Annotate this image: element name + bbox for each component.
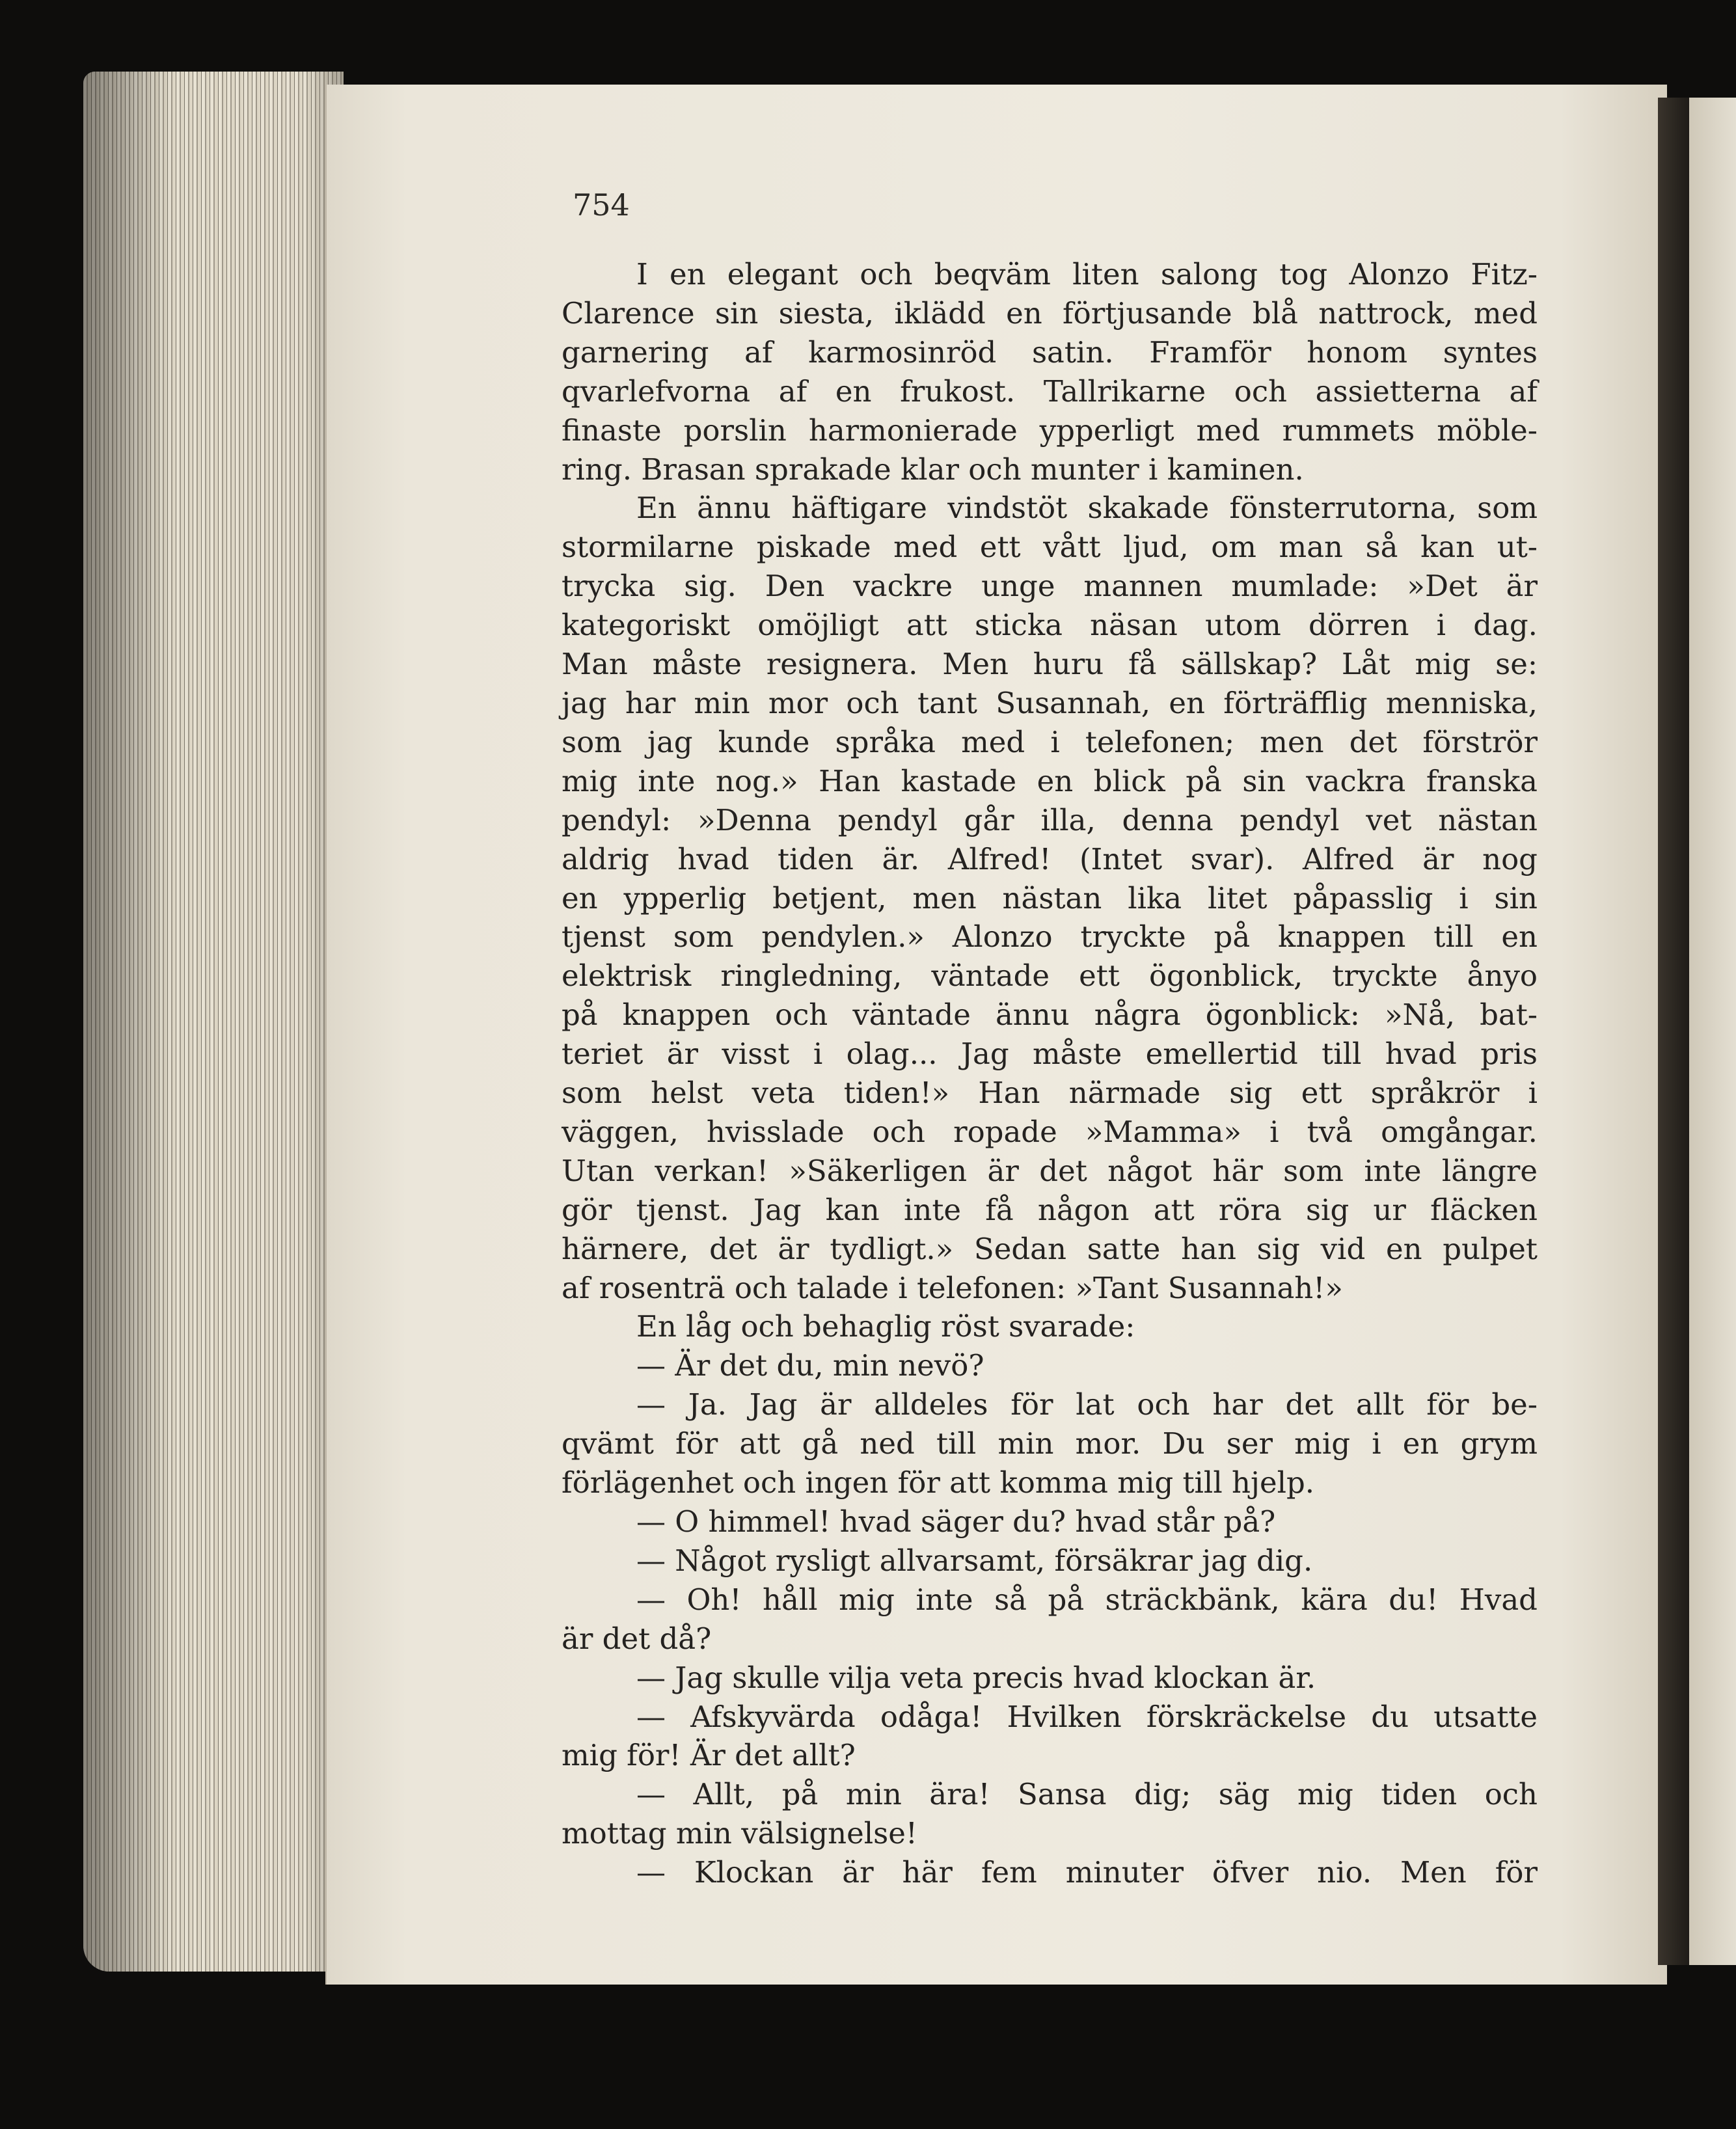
text-line: ring. Brasan sprakade klar och munter i kaminen. <box>562 452 1304 487</box>
text-line: är det då? <box>562 1621 712 1656</box>
text-line: jag har min mor och tant Susannah, en förträfflig menniska, <box>562 685 1538 720</box>
text-line: på knappen och väntade ännu några ögonblick: »Nå, bat- <box>562 997 1538 1033</box>
text-line: stormilarne piskade med ett vått ljud, om man så kan ut- <box>562 530 1538 565</box>
text-line: mig inte nog.» Han kastade en blick på sin vackra franska <box>562 763 1538 798</box>
text-line: väggen, hvisslade och ropade »Mamma» i två omgångar. <box>562 1114 1538 1149</box>
text-line: qvämt för att gå ned till min mor. Du ser mig i en grym <box>562 1426 1538 1461</box>
text-line: Man måste resignera. Men huru få sällskap? Låt mig se: <box>562 647 1538 682</box>
text-line: En ännu häftigare vindstöt skakade fönsterrutorna, som <box>636 491 1538 526</box>
text-line: I en elegant och beqväm liten salong tog Alonzo Fitz- <box>636 257 1538 292</box>
text-line: af rosenträ och talade i telefonen: »Tant Susannah!» <box>562 1270 1343 1305</box>
text-line: En låg och behaglig röst svarade: <box>636 1309 1135 1344</box>
text-line: qvarlefvorna af en frukost. Tallrikarne och assietterna af <box>562 373 1538 409</box>
text-line: Utan verkan! »Säkerligen är det något här som inte längre <box>562 1153 1538 1188</box>
facing-page-edge <box>1689 98 1736 1965</box>
text-line: som jag kunde språka med i telefonen; men det förströr <box>562 724 1538 759</box>
page-edges-shadow <box>83 72 344 1972</box>
text-line: tjenst som pendylen.» Alonzo tryckte på knappen till en <box>562 919 1538 955</box>
text-line: aldrig hvad tiden är. Alfred! (Intet svar). Alfred är nog <box>562 841 1538 876</box>
body-text <box>562 255 1538 1892</box>
text-line: — Allt, på min ära! Sansa dig; säg mig tiden och <box>636 1777 1538 1812</box>
text-line: — Är det du, min nevö? <box>636 1348 984 1383</box>
text-line: — Afskyvärda odåga! Hvilken förskräckelse du utsatte <box>636 1699 1538 1734</box>
text-line: — Jag skulle vilja veta precis hvad klockan är. <box>636 1660 1316 1695</box>
text-line: pendyl: »Denna pendyl går illa, denna pendyl vet nästan <box>562 802 1538 837</box>
text-line: finaste porslin harmonierade ypperligt med rummets möble- <box>562 413 1538 448</box>
text-line: — Något rysligt allvarsamt, försäkrar jag dig. <box>636 1543 1313 1578</box>
text-line: — Ja. Jag är alldeles för lat och har det allt för be- <box>636 1387 1538 1422</box>
text-line: garnering af karmosinröd satin. Framför honom syntes <box>562 334 1538 370</box>
text-line: som helst veta tiden!» Han närmade sig ett språkrör i <box>562 1076 1538 1111</box>
text-line: Clarence sin siesta, iklädd en förtjusande blå nattrock, med <box>562 295 1538 331</box>
text-line: förlägenhet och ingen för att komma mig till hjelp. <box>562 1465 1315 1500</box>
text-line: gör tjenst. Jag kan inte få någon att röra sig ur fläcken <box>562 1192 1538 1227</box>
text-line: kategoriskt omöjligt att sticka näsan utom dörren i dag. <box>562 608 1538 643</box>
text-line: mottag min välsignelse! <box>562 1816 917 1851</box>
text-line: mig för! Är det allt? <box>562 1738 856 1773</box>
text-line: elektrisk ringledning, väntade ett ögonblick, tryckte ånyo <box>562 958 1538 994</box>
text-line: — Klockan är här fem minuter öfver nio. Men för <box>636 1855 1538 1890</box>
text-line: trycka sig. Den vackre unge mannen mumlade: »Det är <box>562 569 1538 604</box>
text-line: teriet är visst i olag... Jag måste emellertid till hvad pris <box>562 1037 1538 1072</box>
text-line: härnere, det är tydligt.» Sedan satte han sig vid en pulpet <box>562 1231 1538 1266</box>
text-line: en ypperlig betjent, men nästan lika litet påpasslig i sin <box>562 880 1538 915</box>
text-line: — Oh! håll mig inte så på sträckbänk, kära du! Hvad <box>636 1582 1538 1617</box>
text-line: — O himmel! hvad säger du? hvad står på? <box>636 1504 1276 1539</box>
page-number: 754 <box>573 187 630 223</box>
